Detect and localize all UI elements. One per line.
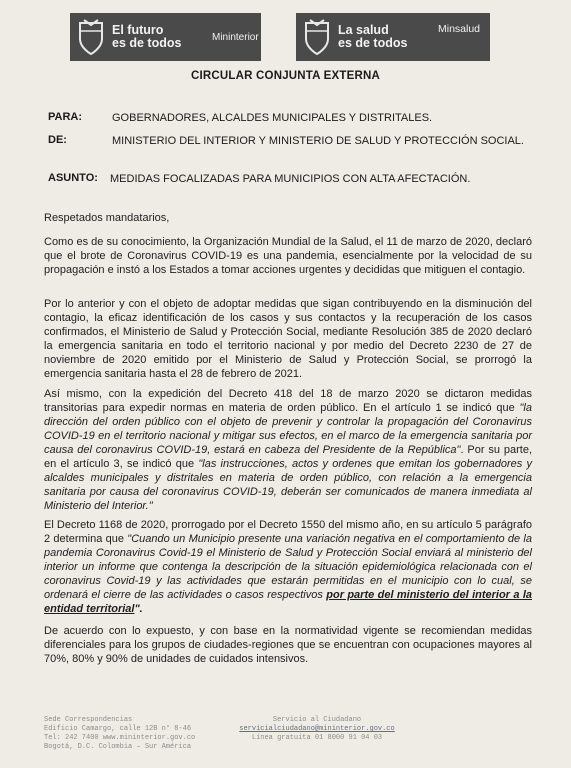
ministry-name: Minsalud [438,23,481,35]
slogan-line: es de todos [338,36,408,50]
text-run: El Decreto 1168 de 2020, prorrogado por el Decreto 1550 del mismo año, en su artículo 5 parágrafo 2 determina que [44,519,532,545]
paragraph-4 [44,518,532,616]
ministry-name: Mininterior [212,31,259,43]
slogan-line: es de todos [112,36,182,50]
footer-line: Sede Correspondencias [44,716,133,724]
paragraph-3 [44,387,532,513]
minsalud-logo [296,13,490,61]
de-label: DE: [48,134,67,146]
quote: "la dirección del orden público con el objeto de prevenir y controlar la propagación del Coronavirus COVID-19 en el territorio nacional y mitigar sus efectos, en el marco de la emergencia sanitaria por causa del coronavirus COVID-19, estará en cabeza del Presidente de la República" [44,402,532,456]
para-label: PARA: [48,111,83,123]
service-email-link[interactable]: servicialciudadano@mininterior.gov.co [239,725,395,733]
paragraph-5: De acuerdo con lo expuesto, y con base en la normatividad vigente se recomiendan medidas diferenciales para los grupos de ciudades-regiones que se encuentran con ocupaciones mayores al 70%, 80% y 90% de unidades de cuidados intensivos. [44,625,532,665]
colombia-shield-icon [74,15,108,59]
slogan-line: La salud [338,23,389,37]
paragraph-2: Por lo anterior y con el objeto de adoptar medidas que sigan contribuyendo en la disminución del contagio, la eficaz identificación de los casos y sus contactos y la recuperación de los casos confirmados, el Ministerio de Salud y Protección Social, mediante Resolución 385 de 2020 declaró la emergencia sanitaria en todo el territorio nacional y por medio del Decreto 2230 de 27 de noviembre de 2020 emitido por el Ministerio de Salud y Protección Social, se prorrogó la emergencia sanitaria hasta el 28 de febrero de 2021. [44,298,532,380]
footer-line: Línea gratuita 01 8000 91 04 03 [251,734,383,742]
colombia-shield-icon [300,15,334,59]
text-run: . Por su parte, en el artículo 3, se indicó que [44,444,533,470]
footer-line: Servicio al Ciudadano [272,716,362,724]
quote-end: ". [134,603,143,615]
quote: "las instrucciones, actos y ordenes que emitan los gobernadores y alcaldes municipales y distritales en materia de orden público, con relación a la emergencia sanitaria por causa del coronavirus COVID-19, deberán ser comunicados de manera inmediata al Ministerio del Interior." [44,458,532,512]
paragraph-1: Como es de su conocimiento, la Organización Mundial de la Salud, el 11 de marzo de 2020, declaró que el brote de Coronavirus COVID-19 es una pandemia, esencialmente por la velocidad de su propagación e instó a los Estados a tomar acciones urgentes y decididas que mitiguen el contagio. [44,236,532,276]
slogan [112,24,208,50]
footer-line: Bogotá, D.C. Colombia – Sur América [44,743,192,751]
slogan [338,24,434,50]
document-title: CIRCULAR CONJUNTA EXTERNA [191,70,380,82]
mininterior-logo [70,13,261,61]
emphasis: por parte del ministerio del interior a la entidad territorial [44,589,532,615]
asunto-value: MEDIDAS FOCALIZADAS PARA MUNICIPIOS CON ALTA AFECTACIÓN. [110,173,471,185]
para-value: GOBERNADORES, ALCALDES MUNICIPALES Y DISTRITALES. [112,112,433,124]
slogan-line: El futuro [112,23,164,37]
footer-line: Tel: 242 7400 www.mininterior.gov.co [44,734,196,742]
footer-service [222,716,412,743]
text-run: Así mismo, con la expedición del Decreto 418 del 18 de marzo 2020 se dictaron medidas transitorias para expedir normas en materia de orden público. En el artículo 1 se indicó que [44,388,532,414]
footer-line: Edificio Camargo, calle 12B n° 8-46 [44,725,192,733]
footer-address [44,716,195,752]
de-value: MINISTERIO DEL INTERIOR Y MINISTERIO DE SALUD Y PROTECCIÓN SOCIAL. [112,135,524,147]
greeting: Respetados mandatarios, [44,212,170,224]
asunto-label: ASUNTO: [48,172,98,184]
quote: "Cuando un Municipio presente una variación negativa en el comportamiento de la pandemia Coronavirus Covid-19 el Ministerio de Salud y Protección Social enviará al ministerio del interior un informe que contenga la descripción de la situación epidemiológica relacionada con el coronavirus Covid-19 y las actividades que estarán permitidas en el municipio con lo cual, se ordenará el cierre de las actividades o casos respectivos [44,533,532,601]
